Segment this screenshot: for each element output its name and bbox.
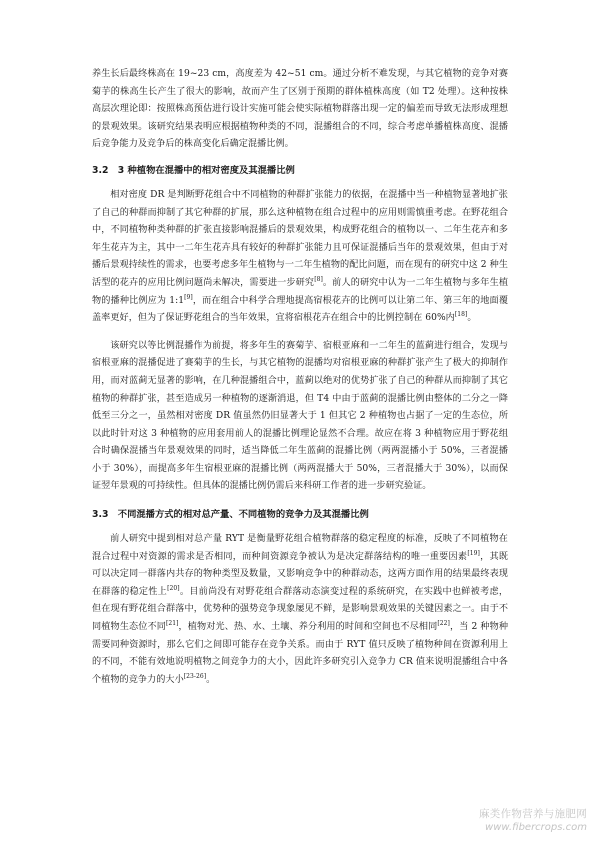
body-text: [92, 66, 508, 689]
paragraph-p3: [92, 531, 508, 689]
spacer: [92, 179, 508, 187]
text-run: ，其既可以决定同一群落内共存的物种类型及数量，又影响竞争中的种群动态，这两方面作用的结果最终表现在群落的稳定性上: [92, 551, 509, 597]
text-run: 养生长后最终株高在 19~23 cm，高度差为 42~51 cm。通过分析不难发现，与其它植物的竞争对赛菊芋的株高生长产生了很大的影响，故而产生了区别于预期的群体植株高度（如 T2 处理）。这种按株高层次理论即：按照株高预估进行设计实施可能会使实际植物群落出现一定的偏差而导致无法形成理想的景观效果。该研究结果表明应根据植物种类的不同，混播组合的不同，综合考虑单播植株高度、混播后竞争能力及竞争后的株高变化后确定混播比例。: [92, 69, 508, 150]
text-run: 。目前尚没有对野花组合群落动态演变过程的系统研究，在实践中也鲜被考虑，但在现有野花组合群落中，优势种的强势竞争现象屡见不鲜，是影响景观效果的关键因素之一。由于不同植物生态位不同: [92, 586, 509, 633]
text-run: ，当 2 种物种需要同种资源时，那么它们之间即可能存在竞争关系。而由于 RYT 值只反映了植物种间在资源利用上的不同，不能有效地说明植物之间竞争力的大小，因此许多研究引入竞争力 CR 值来说明混播组合中各个植物的竞争力的大小: [92, 622, 508, 685]
text-run: ，植物对光、热、水、土壤、养分利用的时间和空间也不尽相同: [178, 622, 438, 633]
citation-ref: [18]: [454, 311, 468, 319]
paragraph-p1: [92, 187, 508, 328]
citation-ref: [22]: [437, 619, 450, 627]
text-run: 。: [467, 313, 477, 324]
citation-ref: [9]: [184, 293, 193, 301]
citation-ref: [20]: [167, 584, 180, 592]
text-run: 该研究以等比例混播作为前提，将多年生的赛菊芋、宿根亚麻和一二年生的蓝蓟进行组合，发现与宿根亚麻的混播促进了赛菊芋的生长，与其它植物的混播均对宿根亚麻的种群扩张产生了极大的抑制作用，而对蓝蓟无显著的影响，在几种混播组合中，蓝蓟以绝对的优势扩张了自己的种群从而抑制了其它植物的种群扩张，甚至造成另一种植物的逐渐消退，但 T4 中由于蓝蓟的混播比例由整体的二分之一降低至三分之一，虽然相对密度 DR 值虽然仍旧显著大于 1 但其它 2 种植物也占据了一定的生态位，所以此时针对这 3 种植物的应用套用前人的混播比例理论显然不合理。故应在将 3 种植物应用于野花组合时确保混播当年景观效果的同时，适当降低二年生蓝蓟的混播比例（两两混播小于 50%，三者混播小于 30%），而提高多年生宿根亚麻的混播比例（两两混播大于 50%，三者混播大于 30%），以而保证翌年景观的可持续性。但具体的混播比例仍需后来科研工作者的进一步研究验证。: [92, 340, 508, 492]
citation-ref: [8]: [314, 275, 323, 283]
section-heading-h33: 3.3 不同混播方式的相对总产量、不同植物的竞争力及其混播比例: [92, 509, 369, 521]
citation-ref: [21]: [165, 619, 179, 627]
citation-ref: [19]: [467, 549, 480, 557]
spacer: [92, 496, 508, 506]
paragraph-p0: [92, 66, 508, 154]
spacer: [92, 154, 508, 162]
paragraph-p2: [92, 338, 508, 496]
spacer: [92, 523, 508, 531]
text-run: ，而在组合中科学合理地提高宿根花卉的比例可以让第二年、第三年的地面覆盖率更好，但为了保证野花组合的当年效果，宜将宿根花卉在组合中的比例控制在 60%内: [92, 295, 509, 324]
text-run: 相对密度 DR 是判断野花组合中不同植物的种群扩张能力的依据，在混播中当一种植物显著地扩张了自己的种群而抑制了其它种群的扩展，那么这种植物在组合过程中的应用则需慎重考虑。在野花组合中，不同植物种类种群的扩张直接影响混播后的景观效果，构成野花组合的植物以一、二年生花卉和多年生花卉为主，其中一二年生花卉具有较好的种群扩张能力且可保证混播后当年的景观效果，但由于对播后景观持续性的需求，也要考虑多年生植物与一二年生植物的配比问题，而在现有的研究中这 2 种生活型的花卉的应用比例问题尚未解决，需要进一步研究: [92, 189, 508, 288]
watermark-site-name: 麻类作物营养与施肥网: [479, 808, 587, 820]
section-heading-h32: 3.2 3 种植物在混播中的相对密度及其混播比例: [92, 164, 295, 176]
spacer: [92, 328, 508, 338]
watermark: [479, 808, 587, 834]
watermark-url: www.fibercrops.com: [485, 822, 587, 833]
text-run: 。前人的研究中认为一二年生植物与多年生植物的播种比例应为 1:1: [92, 277, 508, 306]
text-run: 。: [206, 674, 216, 685]
text-run: 前人研究中提到相对总产量 RYT 是衡量野花组合植物群落的稳定程度的标准，反映了不同植物在混合过程中对资源的需求是否相同，而种间资源竞争被认为是决定群落结构的唯一重要因素: [92, 534, 508, 562]
citation-ref: [23-26]: [183, 672, 207, 680]
